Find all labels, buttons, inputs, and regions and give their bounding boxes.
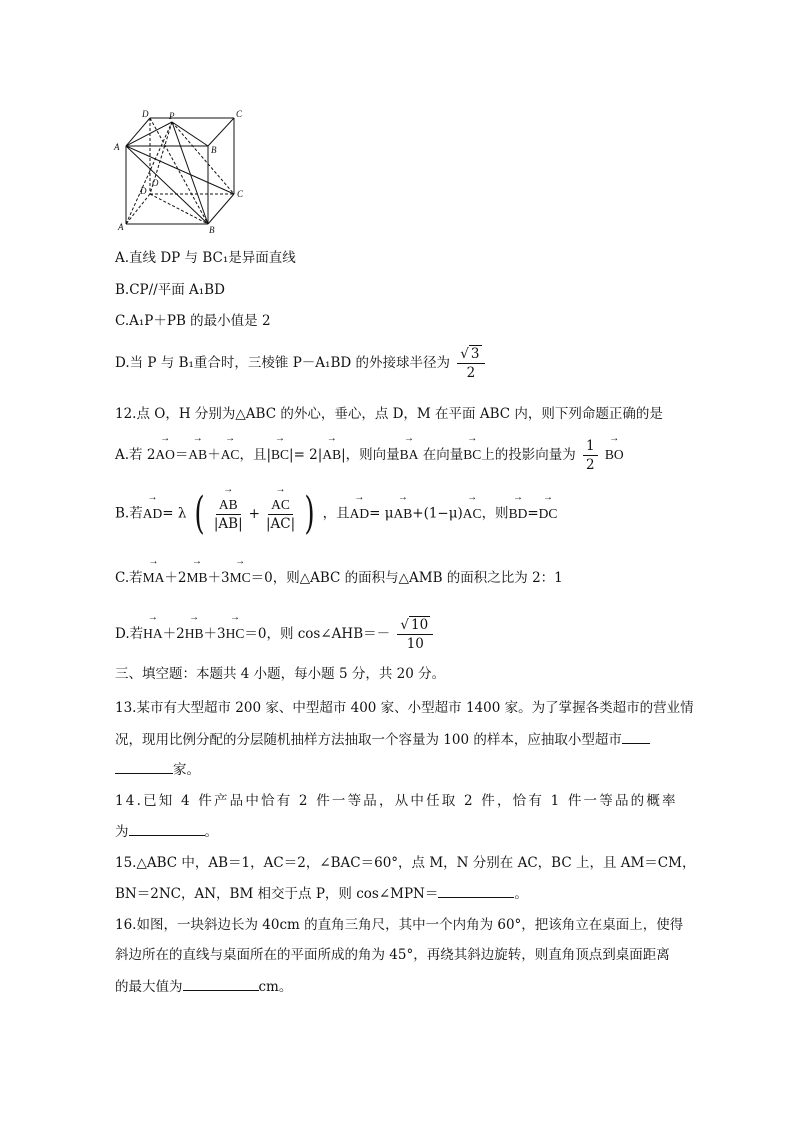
q16-line3: 的最大值为 cm。 [115,976,292,997]
q11-option-d: D.当 P 与 B₁重合时，三棱锥 P－A₁BD 的外接球半径为 $\frac{√ 3}{2}$ [115,345,488,382]
answer-blank[interactable] [183,976,259,991]
q14-line2: 为 。 [115,821,218,842]
answer-blank[interactable] [438,883,514,898]
q12-option-a: A.若 2→ AO＝→ AB＋→ AC，且|→ BC|= 2|→ AB|，则向量→ BA 在向量→ BC上的投影向量为 $\frac{1}{2}$ → BO [115,437,624,474]
q16-line2: 斜边所在的直线与桌面所在的平面所成的角为 45°，再绕其斜边旋转，则直角顶点到桌面距离 [115,947,670,963]
label-b1: B [211,145,217,155]
fraction: $\frac{√ 3}{2}$ [457,345,484,382]
q12-option-b: B.若→ AD= λ ( → $\frac{AB}{|AB|}$ + → $\frac{AC}{|AC|}$ ) ，且→ AD= μ→ AB+(1−μ)→ AC，则→ BD=→ DC [115,492,557,536]
q11-option-a: A.直线 DP 与 BC₁是异面直线 [115,250,296,266]
answer-blank[interactable] [622,729,650,744]
q14-line1: 14.已知 4 件产品中恰有 2 件一等品，从中任取 2 件，恰有 1 件一等品的概率 [115,793,678,809]
q11-option-c: C.A₁P＋PB 的最小值是 2 [115,313,271,329]
label-d: D [140,186,147,196]
label-c1: C [236,109,243,119]
answer-blank[interactable] [115,759,173,774]
label-a: A [118,222,124,232]
q13-line1: 13.某市有大型超市 200 家、中型超市 400 家、小型超市 1400 家。为了掌握各类超市的营业情 [115,700,694,716]
q13-line3: 家。 [115,759,200,780]
q11-option-b: B.CP//平面 A₁BD [115,282,225,298]
q15-line1: 15.△ABC 中，AB＝1，AC＝2，∠BAC＝60°，点 M，N 分别在 AC，BC 上，且 AM＝CM， [115,855,696,871]
label-a1: A [114,142,120,152]
section-heading: 三、填空题：本题共 4 小题，每小题 5 分，共 20 分。 [115,666,446,682]
label-b: B [209,225,215,235]
paren-expression: ( → $\frac{AB}{|AB|}$ + → $\frac{AC}{|AC|}$ ) [191,492,319,536]
label-p: P [169,111,175,121]
q12-stem: 12.点 O，H 分别为△ABC 的外心，垂心，点 D，M 在平面 ABC 内，则下列命题正确的是 [115,406,663,422]
label-o: O [152,178,159,188]
cube-figure [112,106,252,236]
q12-option-c: C.若→ MA＋2→ MB＋3→ MC＝0，则△ABC 的面积与△AMB 的面积之比为 2：1 [115,568,563,588]
answer-blank[interactable] [129,821,205,836]
q12-option-d: D.若→ HA＋2→ HB＋3→ HC＝0，则 cos∠AHB＝－ $\frac{√ 10}{10}$ [115,616,436,653]
label-d1: D [142,109,149,119]
label-c: C [237,189,244,199]
q15-line2: BN＝2NC，AN，BM 相交于点 P，则 cos∠MPN＝ 。 [115,883,528,904]
q13-line2: 况，现用比例分配的分层随机抽样方法抽取一个容量为 100 的样本，应抽取小型超市 [115,729,650,750]
q16-line1: 16.如图，一块斜边长为 40cm 的直角三角尺，其中一个内角为 60°，把该角立在桌面上，使得 [115,917,684,933]
